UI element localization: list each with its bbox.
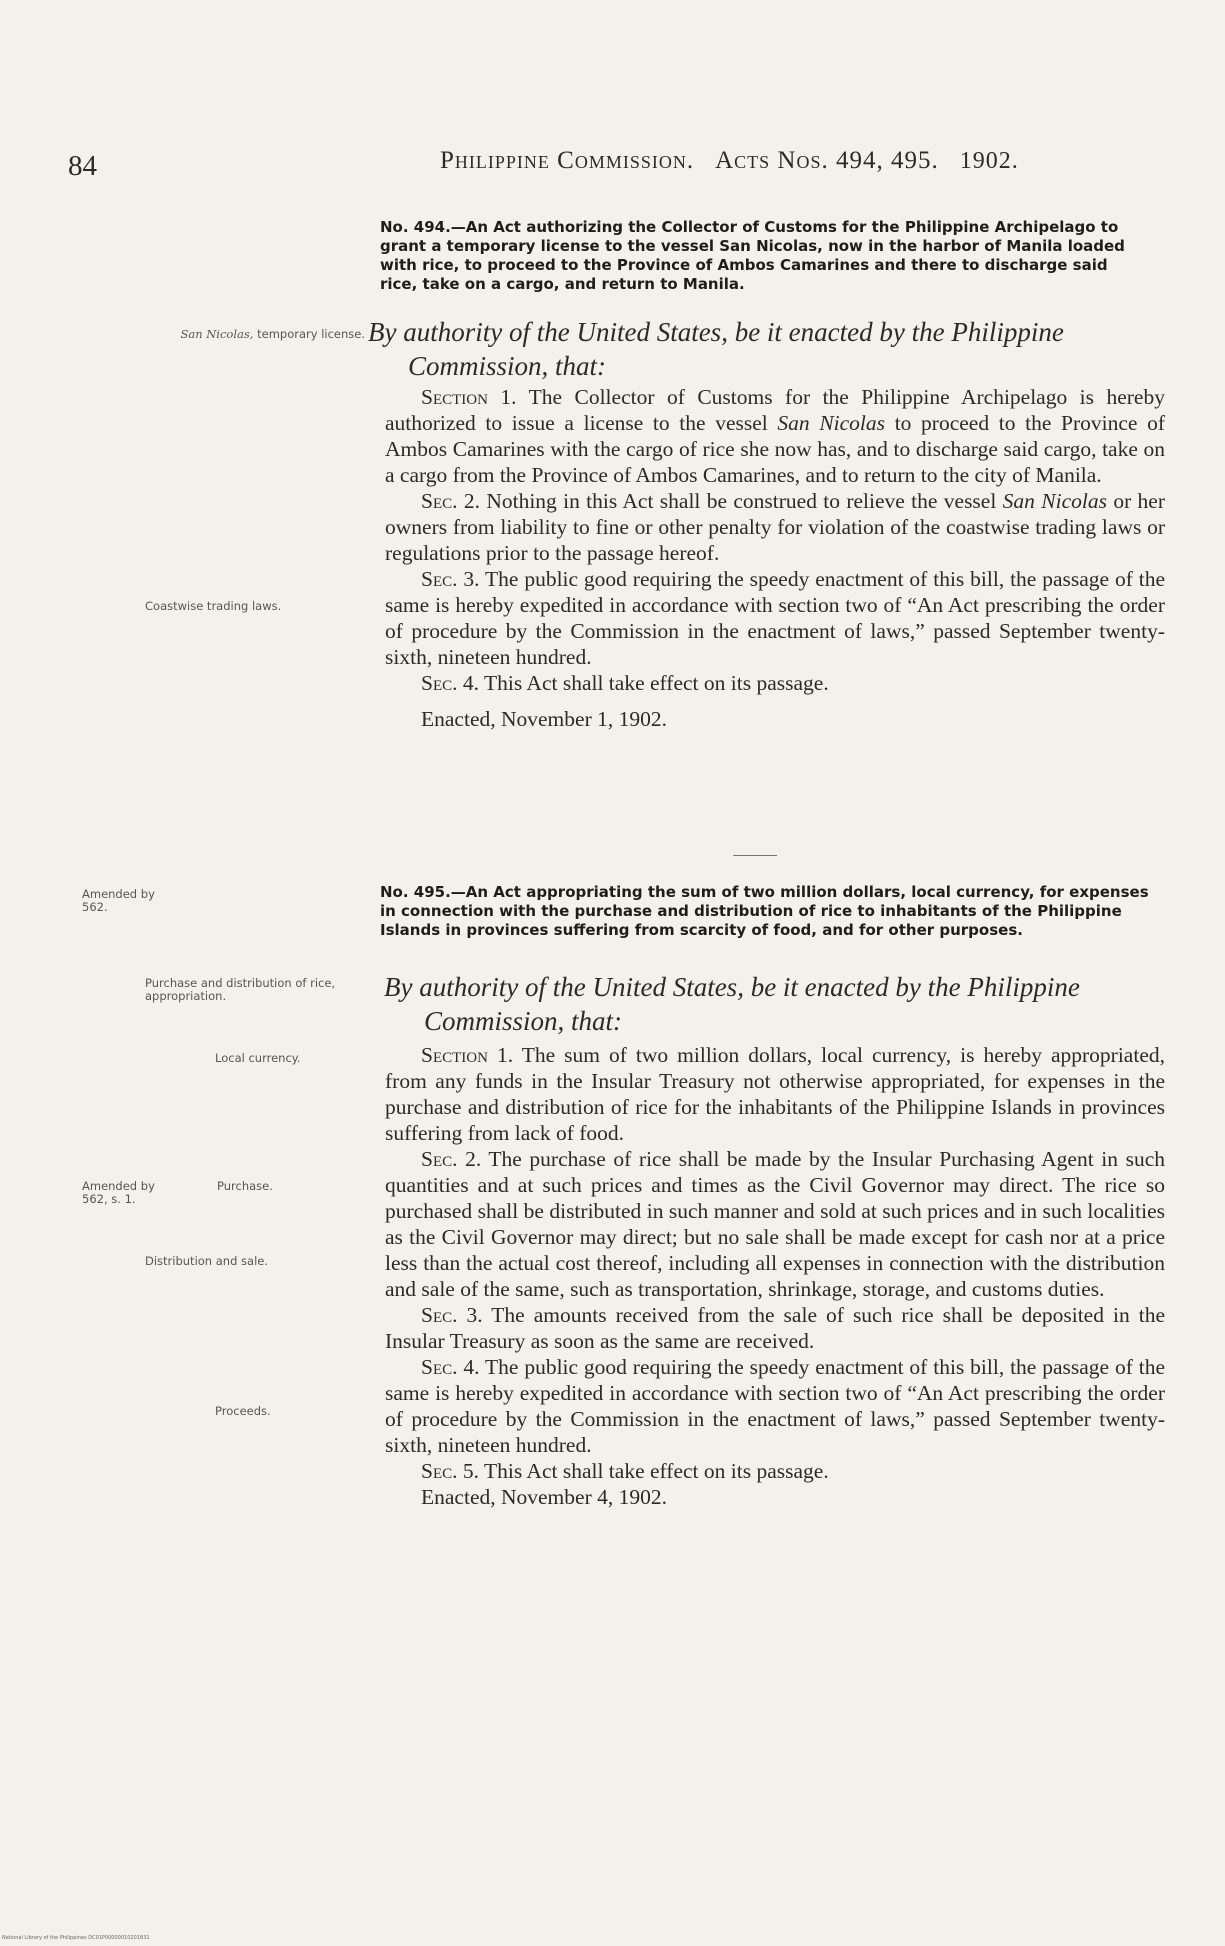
act-495-sec5-text: This Act shall take effect on its passage.	[484, 1459, 829, 1483]
act-495-number: No. 495.	[380, 883, 451, 901]
act-495-enacted: Enacted, November 4, 1902.	[421, 1485, 667, 1509]
act-494-title-text: —An Act authorizing the Collector of Customs for the Philippine Archipelago to grant a temporary license to the vessel San Nicolas, now in the harbor of Manila loaded with rice, to proceed to the Province of Ambos Camarines and there to discharge said rice, take on a cargo, and return to Manila.	[380, 218, 1125, 293]
margin-note-amended-562: Amended by 562.	[82, 887, 155, 914]
act-495-sec3-label: Sec. 3.	[421, 1303, 483, 1327]
margin-note-purchase: Purchase.	[217, 1179, 273, 1193]
act-494-title	[380, 218, 1150, 294]
act-494-sec2-label: Sec. 2.	[421, 489, 480, 513]
running-title: Philippine Commission.	[440, 147, 695, 174]
margin-note-local-currency: Local currency.	[215, 1051, 301, 1065]
margin-note-coastwise: Coastwise trading laws.	[145, 599, 282, 613]
act-495-body	[385, 1042, 1165, 1510]
margin-note-amended-562-s1: Amended by 562, s. 1.	[82, 1179, 155, 1206]
act-495-section-4	[385, 1354, 1165, 1458]
act-494-sec2-text-b: or her owners from liability to fine or other penalty for violation of the coastwise trading laws or regulations prior to the passage hereof.	[385, 489, 1166, 565]
act-495-enacting-clause	[384, 970, 1174, 1038]
act-494-number: No. 494.	[380, 218, 451, 236]
act-495-sec2-label: Sec. 2.	[421, 1147, 482, 1171]
act-494-section-4	[385, 670, 1165, 696]
act-494-section-1	[385, 384, 1165, 488]
page-number: 84	[68, 150, 97, 182]
act-495-enact-line1: By authority of the United States, be it enacted by the Philippine	[384, 972, 1080, 1002]
act-494-enact-line1: By authority of the United States, be it enacted by the Philippine	[368, 317, 1064, 347]
act-494-enacting-clause	[368, 315, 1168, 383]
act-495-sec3-text: The amounts received from the sale of such rice shall be deposited in the Insular Treasury as soon as the same are received.	[385, 1303, 1165, 1353]
act-495-title	[380, 883, 1150, 940]
act-495-section-5	[385, 1458, 1165, 1484]
act-495-sec2-text: The purchase of rice shall be made by the Insular Purchasing Agent in such quantities and at such prices and times as the Civil Governor may direct. The rice so purchased shall be distributed in such manner and sold at such prices and in such localities as the Civil Governor may direct; but no sale shall be made except for cash nor at a price less than the actual cost thereof, including all expenses in connection with the distribution and sale of the same, such as transportation, shrinkage, storage, and customs duties.	[385, 1147, 1165, 1301]
margin-note-purchase-distribution: Purchase and distribution of rice, appropriation.	[145, 976, 336, 1003]
act-494-sec1-label: Section 1.	[421, 385, 517, 409]
act-494-sec2-text-a: Nothing in this Act shall be construed to relieve the vessel	[486, 489, 997, 513]
section-divider	[733, 855, 777, 856]
acts-label: Acts Nos. 494, 495.	[715, 147, 939, 174]
act-495-section-1	[385, 1042, 1165, 1146]
margin-note-license	[145, 328, 365, 341]
act-494-body	[385, 384, 1165, 732]
scan-credit: National Library of the Philippines DC01P00000010201B31	[2, 1935, 150, 1941]
act-494-enact-line2: Commission, that:	[408, 351, 607, 381]
act-495-sec1-text: The sum of two million dollars, local currency, is hereby appropriated, from any funds in the Insular Treasury not otherwise appropriated, for expenses in the purchase and distribution of rice for the inhabitants of the Philippine Islands in provinces suffering from lack of food.	[385, 1043, 1165, 1145]
running-header	[440, 147, 1019, 175]
act-494-sec3-label: Sec. 3.	[421, 567, 480, 591]
act-495-title-text: —An Act appropriating the sum of two million dollars, local currency, for expenses in connection with the purchase and distribution of rice to inhabitants of the Philippine Islands in provinces suffering from scarcity of food, and for other purposes.	[380, 883, 1149, 939]
act-495-sec4-label: Sec. 4.	[421, 1355, 480, 1379]
act-494-sec1-vessel: San Nicolas	[777, 411, 886, 435]
header-year: 1902.	[959, 148, 1019, 174]
act-494-section-3	[385, 566, 1165, 670]
act-494-section-2	[385, 488, 1165, 566]
margin-note-distribution: Distribution and sale.	[145, 1254, 269, 1268]
act-494-sec2-vessel: San Nicolas	[1002, 489, 1107, 513]
act-494-sec3-text: The public good requiring the speedy enactment of this bill, the passage of the same is hereby expedited in accordance with section two of “An Act prescribing the order of procedure by the Commission in the enactment of laws,” passed September twenty-sixth, nineteen hundred.	[385, 567, 1166, 669]
act-495-sec1-label: Section 1.	[421, 1043, 514, 1067]
act-495-enact-line2: Commission, that:	[424, 1006, 623, 1036]
act-494-sec4-text: This Act shall take effect on its passage.	[484, 671, 829, 695]
act-494-sec1-text-a: The Collector of Customs for the Philippine Archipelago is hereby authorized to issue a license to the vessel	[385, 385, 1165, 435]
act-495-section-2	[385, 1146, 1165, 1302]
act-495-sec5-label: Sec. 5.	[421, 1459, 479, 1483]
act-495-sec4-text: The public good requiring the speedy enactment of this bill, the passage of the same is hereby expedited in accordance with section two of “An Act prescribing the order of procedure by the Commission in the enactment of laws,” passed September twenty-sixth, nineteen hundred.	[385, 1355, 1166, 1457]
act-495-section-3	[385, 1302, 1165, 1354]
act-494-sec1-text-b: to proceed to the Province of Ambos Camarines with the cargo of rice she now has, and to discharge said cargo, take on a cargo from the Province of Ambos Camarines, and to return to the city of Manila.	[385, 411, 1166, 487]
margin-note-proceeds: Proceeds.	[215, 1404, 271, 1418]
margin-note-license-vessel: San Nicolas,	[180, 327, 254, 341]
act-494-sec4-label: Sec. 4.	[421, 671, 479, 695]
margin-note-license-text: temporary license.	[257, 327, 365, 341]
act-494-enacted: Enacted, November 1, 1902.	[421, 707, 667, 731]
